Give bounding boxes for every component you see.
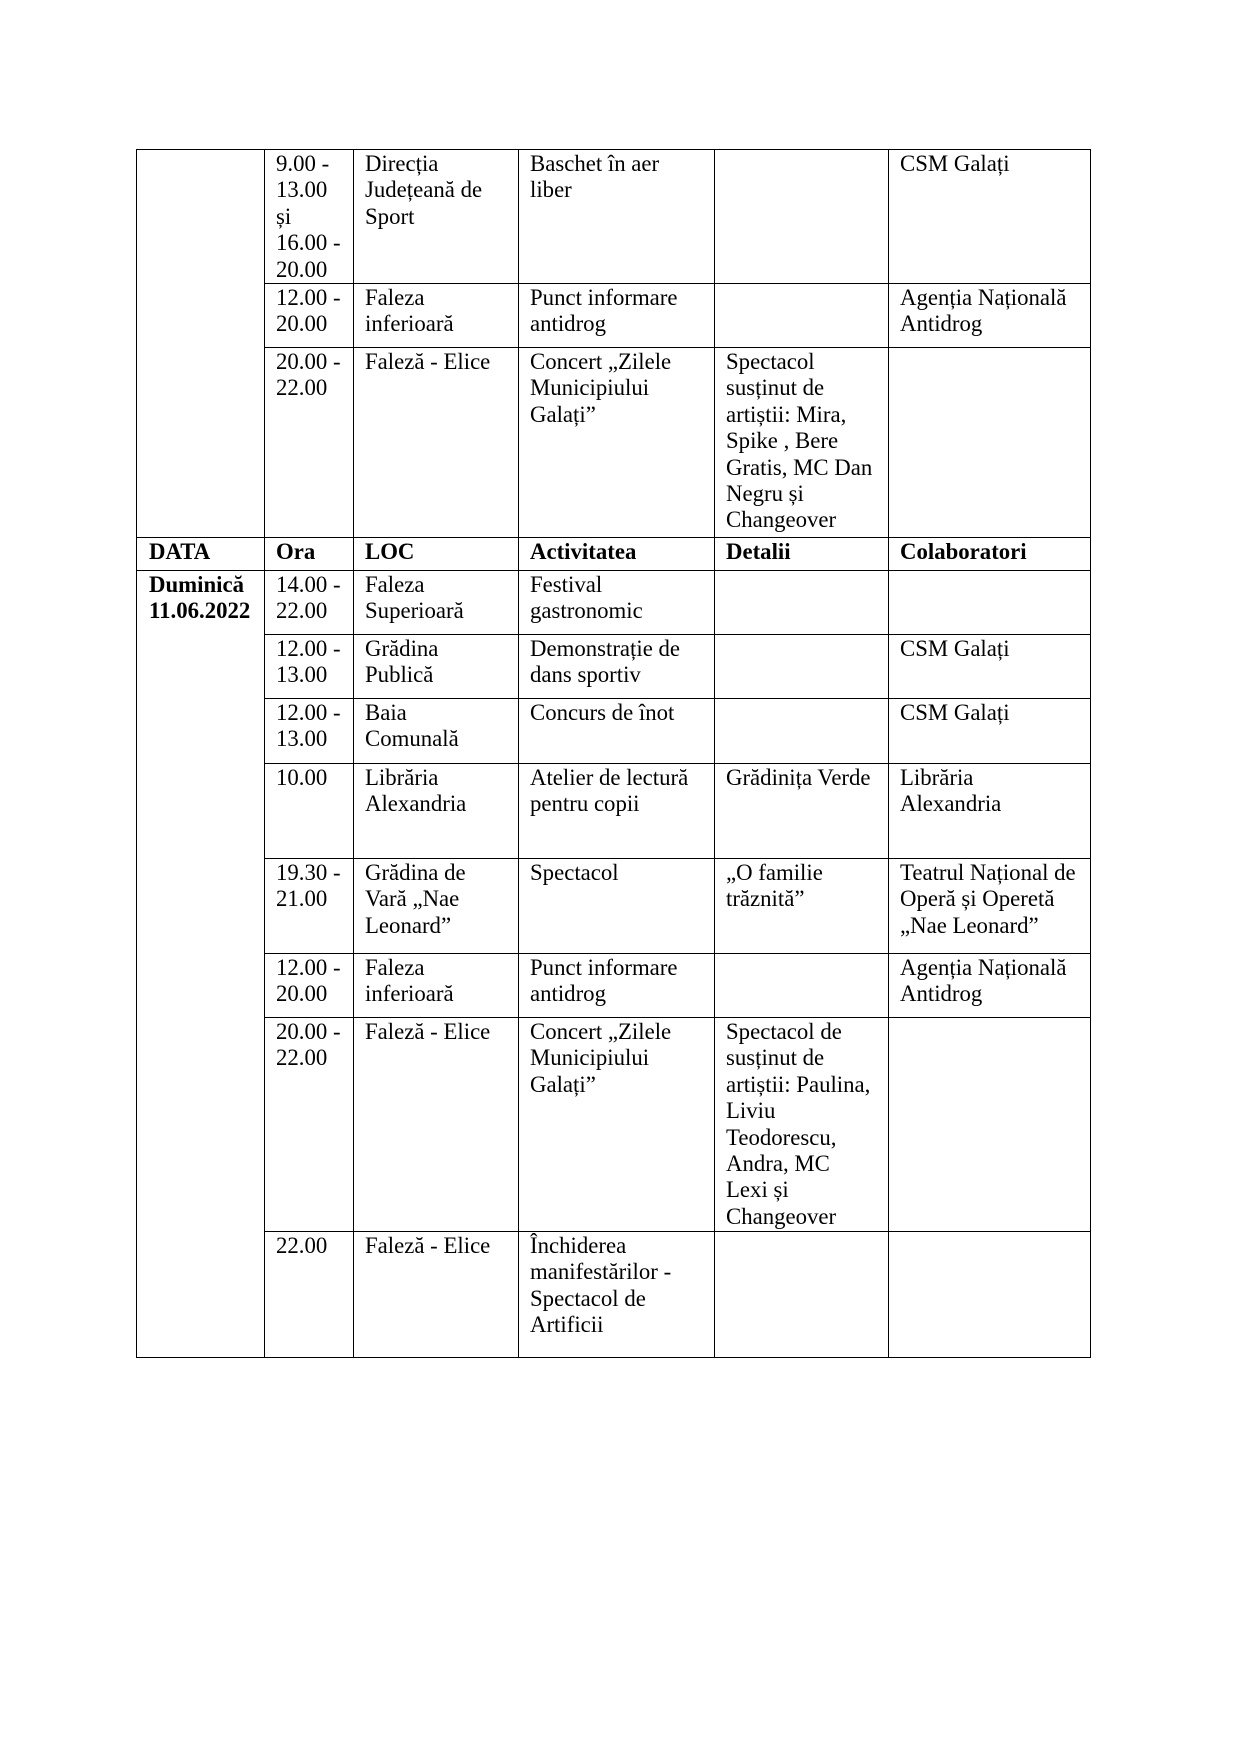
cell-detalii [715,150,889,284]
cell-ora: 20.00 - 22.00 [265,348,354,538]
cell-colaboratori [889,571,1091,635]
cell-activitatea: Concert „Zilele Municipiului Galați” [519,1018,715,1232]
cell-ora: 10.00 [265,764,354,859]
date-cell: Duminică 11.06.2022 [137,571,265,1358]
header-detalii: Detalii [715,538,889,571]
cell-ora: 22.00 [265,1232,354,1358]
cell-activitatea: Concert „Zilele Municipiului Galați” [519,348,715,538]
table-row [137,150,1091,284]
cell-activitatea: Baschet în aer liber [519,150,715,284]
cell-loc: Librăria Alexandria [354,764,519,859]
cell-colaboratori [889,348,1091,538]
program-table [136,149,1091,1358]
header-activitatea: Activitatea [519,538,715,571]
cell-activitatea: Punct informare antidrog [519,284,715,348]
cell-activitatea: Punct informare antidrog [519,954,715,1018]
table-row [137,284,1091,348]
table-row [137,859,1091,954]
cell-ora: 19.30 - 21.00 [265,859,354,954]
header-colaboratori: Colaboratori [889,538,1091,571]
table-row [137,1018,1091,1232]
table-row [137,348,1091,538]
cell-colaboratori: Librăria Alexandria [889,764,1091,859]
cell-colaboratori [889,1232,1091,1358]
cell-activitatea: Festival gastronomic [519,571,715,635]
table-row [137,571,1091,635]
cell-loc: Faleză - Elice [354,348,519,538]
header-loc: LOC [354,538,519,571]
cell-detalii [715,571,889,635]
cell-activitatea: Închiderea manifestărilor - Spectacol de Artificii [519,1232,715,1358]
cell-detalii: „O familie trăznită” [715,859,889,954]
table-row [137,635,1091,699]
cell-ora: 12.00 - 20.00 [265,284,354,348]
cell-activitatea: Atelier de lectură pentru copii [519,764,715,859]
cell-activitatea: Demonstrație de dans sportiv [519,635,715,699]
cell-detalii [715,284,889,348]
table-row [137,764,1091,859]
cell-detalii: Spectacol susținut de artiștii: Mira, Spike , Bere Gratis, MC Dan Negru și Changeover [715,348,889,538]
cell-detalii [715,1232,889,1358]
cell-activitatea: Spectacol [519,859,715,954]
cell-ora: 20.00 - 22.00 [265,1018,354,1232]
header-ora: Ora [265,538,354,571]
date-cell-empty [137,150,265,538]
cell-colaboratori [889,1018,1091,1232]
cell-colaboratori: CSM Galați [889,635,1091,699]
cell-colaboratori: CSM Galați [889,150,1091,284]
cell-detalii: Grădinița Verde [715,764,889,859]
cell-loc: Faleza Superioară [354,571,519,635]
cell-ora: 12.00 - 20.00 [265,954,354,1018]
cell-loc: Faleză - Elice [354,1018,519,1232]
cell-ora: 14.00 - 22.00 [265,571,354,635]
cell-detalii [715,699,889,764]
table-row [137,1232,1091,1358]
cell-loc: Grădina de Vară „Nae Leonard” [354,859,519,954]
cell-loc: Direcția Județeană de Sport [354,150,519,284]
table-row [137,699,1091,764]
cell-colaboratori: CSM Galați [889,699,1091,764]
table-row [137,954,1091,1018]
cell-loc: Faleza inferioară [354,954,519,1018]
cell-ora: 12.00 - 13.00 [265,635,354,699]
cell-ora: 12.00 - 13.00 [265,699,354,764]
table-header-row [137,538,1091,571]
cell-colaboratori: Agenția Națională Antidrog [889,284,1091,348]
cell-detalii [715,635,889,699]
cell-ora: 9.00 - 13.00 și 16.00 - 20.00 [265,150,354,284]
cell-loc: Grădina Publică [354,635,519,699]
cell-loc: Faleza inferioară [354,284,519,348]
cell-activitatea: Concurs de înot [519,699,715,764]
cell-detalii [715,954,889,1018]
cell-colaboratori: Teatrul Național de Operă și Operetă „Nae Leonard” [889,859,1091,954]
cell-loc: Faleză - Elice [354,1232,519,1358]
cell-loc: Baia Comunală [354,699,519,764]
cell-colaboratori: Agenția Națională Antidrog [889,954,1091,1018]
cell-detalii: Spectacol de susținut de artiștii: Paulina, Liviu Teodorescu, Andra, MC Lexi și Changeover [715,1018,889,1232]
header-data: DATA [137,538,265,571]
